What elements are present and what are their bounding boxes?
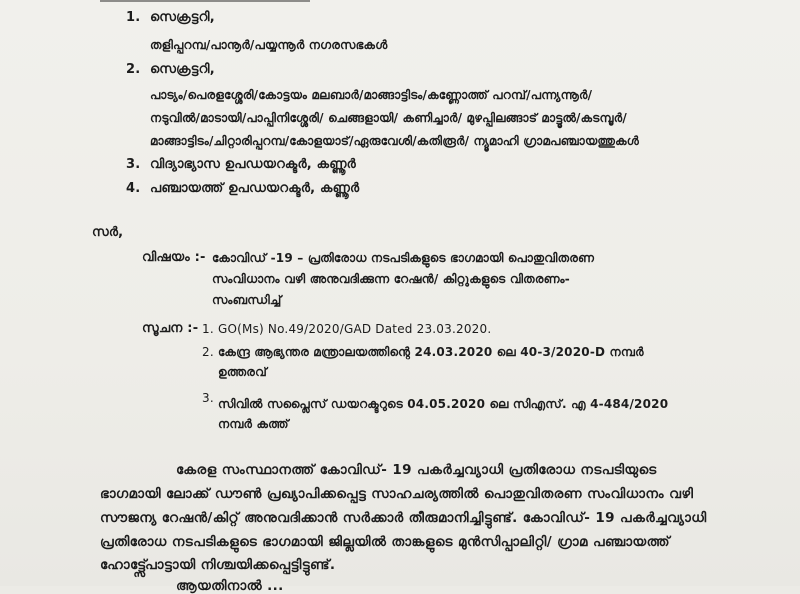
recipient-1-title: സെക്രട്ടറി, <box>150 10 215 25</box>
subject-line: സംവിധാനം വഴി അനുവദിക്കുന്ന റേഷൻ/ കിറ്റുകളുടെ വിതരണം- <box>212 272 570 286</box>
body-line: ആയതിനാൽ ... <box>176 578 284 594</box>
subject-line: കോവിഡ് -19 – പ്രതിരോധ നടപടികളുടെ ഭാഗമായി പൊതുവിതരണ <box>212 251 595 265</box>
reference-3-text: സിവിൽ സപ്ലൈസ് ഡയറക്ടറുടെ 04.05.2020 ലെ സിഎസ്. എ 4-484/2020 <box>218 397 669 411</box>
recipient-2-detail-line: നടുവിൽ/മാടായി/പാപ്പിനിശ്ശേരി/ ചെങ്ങളായി/ കണിച്ചാർ/ മുഴപ്പിലങ്ങാട് മാട്ടൂൽ/കടമ്പൂർ/ <box>150 111 627 125</box>
top-underline <box>100 0 310 2</box>
recipient-1-detail: തളിപ്പറമ്പ/പാനൂർ/പയ്യന്നൂർ നഗരസഭകൾ <box>150 38 388 52</box>
recipient-3-title: വിദ്യാഭ്യാസ ഉപഡയറക്ടർ, കണ്ണൂർ <box>150 157 356 172</box>
reference-2-text: കേന്ദ്ര ആഭ്യന്തര മന്ത്രാലയത്തിന്റെ 24.03.2020 ലെ 40-3/2020-D നമ്പർ <box>218 345 644 359</box>
reference-1-number: 1. <box>202 322 214 336</box>
salutation: സർ, <box>92 225 124 240</box>
subject-line: സംബന്ധിച്ച് <box>212 293 282 307</box>
recipient-2-title: സെക്രട്ടറി, <box>150 62 215 77</box>
reference-label: സൂചന :- <box>142 321 199 336</box>
body-line: ഹോട്ട്സ്പോട്ടായി നിശ്ചയിക്കപ്പെട്ടിട്ടുണ്ട്. <box>100 557 336 573</box>
reference-3-text: നമ്പർ കത്ത് <box>218 417 289 431</box>
reference-2-text: ഉത്തരവ് <box>218 365 267 379</box>
subject-label: വിഷയം :- <box>142 250 206 265</box>
recipient-2-detail-line: മാങ്ങാട്ടിടം/ചിറ്റാരിപ്പറമ്പ/കോളയാട്/ഏരുവേശി/കതിരൂർ/ ന്യൂമാഹി ഗ്രാമപഞ്ചായത്തുകൾ <box>150 134 640 148</box>
recipient-2-number: 2. <box>126 62 141 77</box>
body-line: കേരള സംസ്ഥാനത്ത് കോവിഡ്- 19 പകർച്ചവ്യാധി പ്രതിരോധ നടപടിയുടെ <box>176 462 657 478</box>
reference-2-number: 2. <box>202 345 214 359</box>
recipient-3-number: 3. <box>126 157 141 172</box>
body-line: ഭാഗമായി ലോക്ക് ഡൗൺ പ്രഖ്യാപിക്കപ്പെട്ട സാഹചര്യത്തിൽ പൊതുവിതരണ സംവിധാനം വഴി <box>100 486 694 502</box>
body-line: പ്രതിരോധ നടപടികളുടെ ഭാഗമായി ജില്ലയിൽ താങ്കളുടെ മുൻസിപ്പാലിറ്റി/ ഗ്രാമ പഞ്ചായത്ത് <box>100 534 670 550</box>
recipient-4-number: 4. <box>126 181 141 196</box>
reference-1-text: GO(Ms) No.49/2020/GAD Dated 23.03.2020. <box>218 322 492 336</box>
recipient-2-detail-line: പാട്യം/പെരളശ്ശേരി/കോട്ടയം മലബാർ/മാങ്ങാട്ടിടം/കണ്ണോത്ത് പറമ്പ്/പന്ന്യന്നൂർ/ <box>150 88 593 102</box>
recipient-4-title: പഞ്ചായത്ത് ഉപഡയറക്ടർ, കണ്ണൂർ <box>150 181 360 196</box>
body-line: സൗജന്യ റേഷൻ/കിറ്റ് അനുവദിക്കാൻ സർക്കാർ തീരുമാനിച്ചിട്ടുണ്ട്. കോവിഡ്- 19 പകർച്ചവ്യാധി <box>100 510 707 526</box>
reference-3-number: 3. <box>202 391 214 405</box>
recipient-1-number: 1. <box>126 10 141 25</box>
